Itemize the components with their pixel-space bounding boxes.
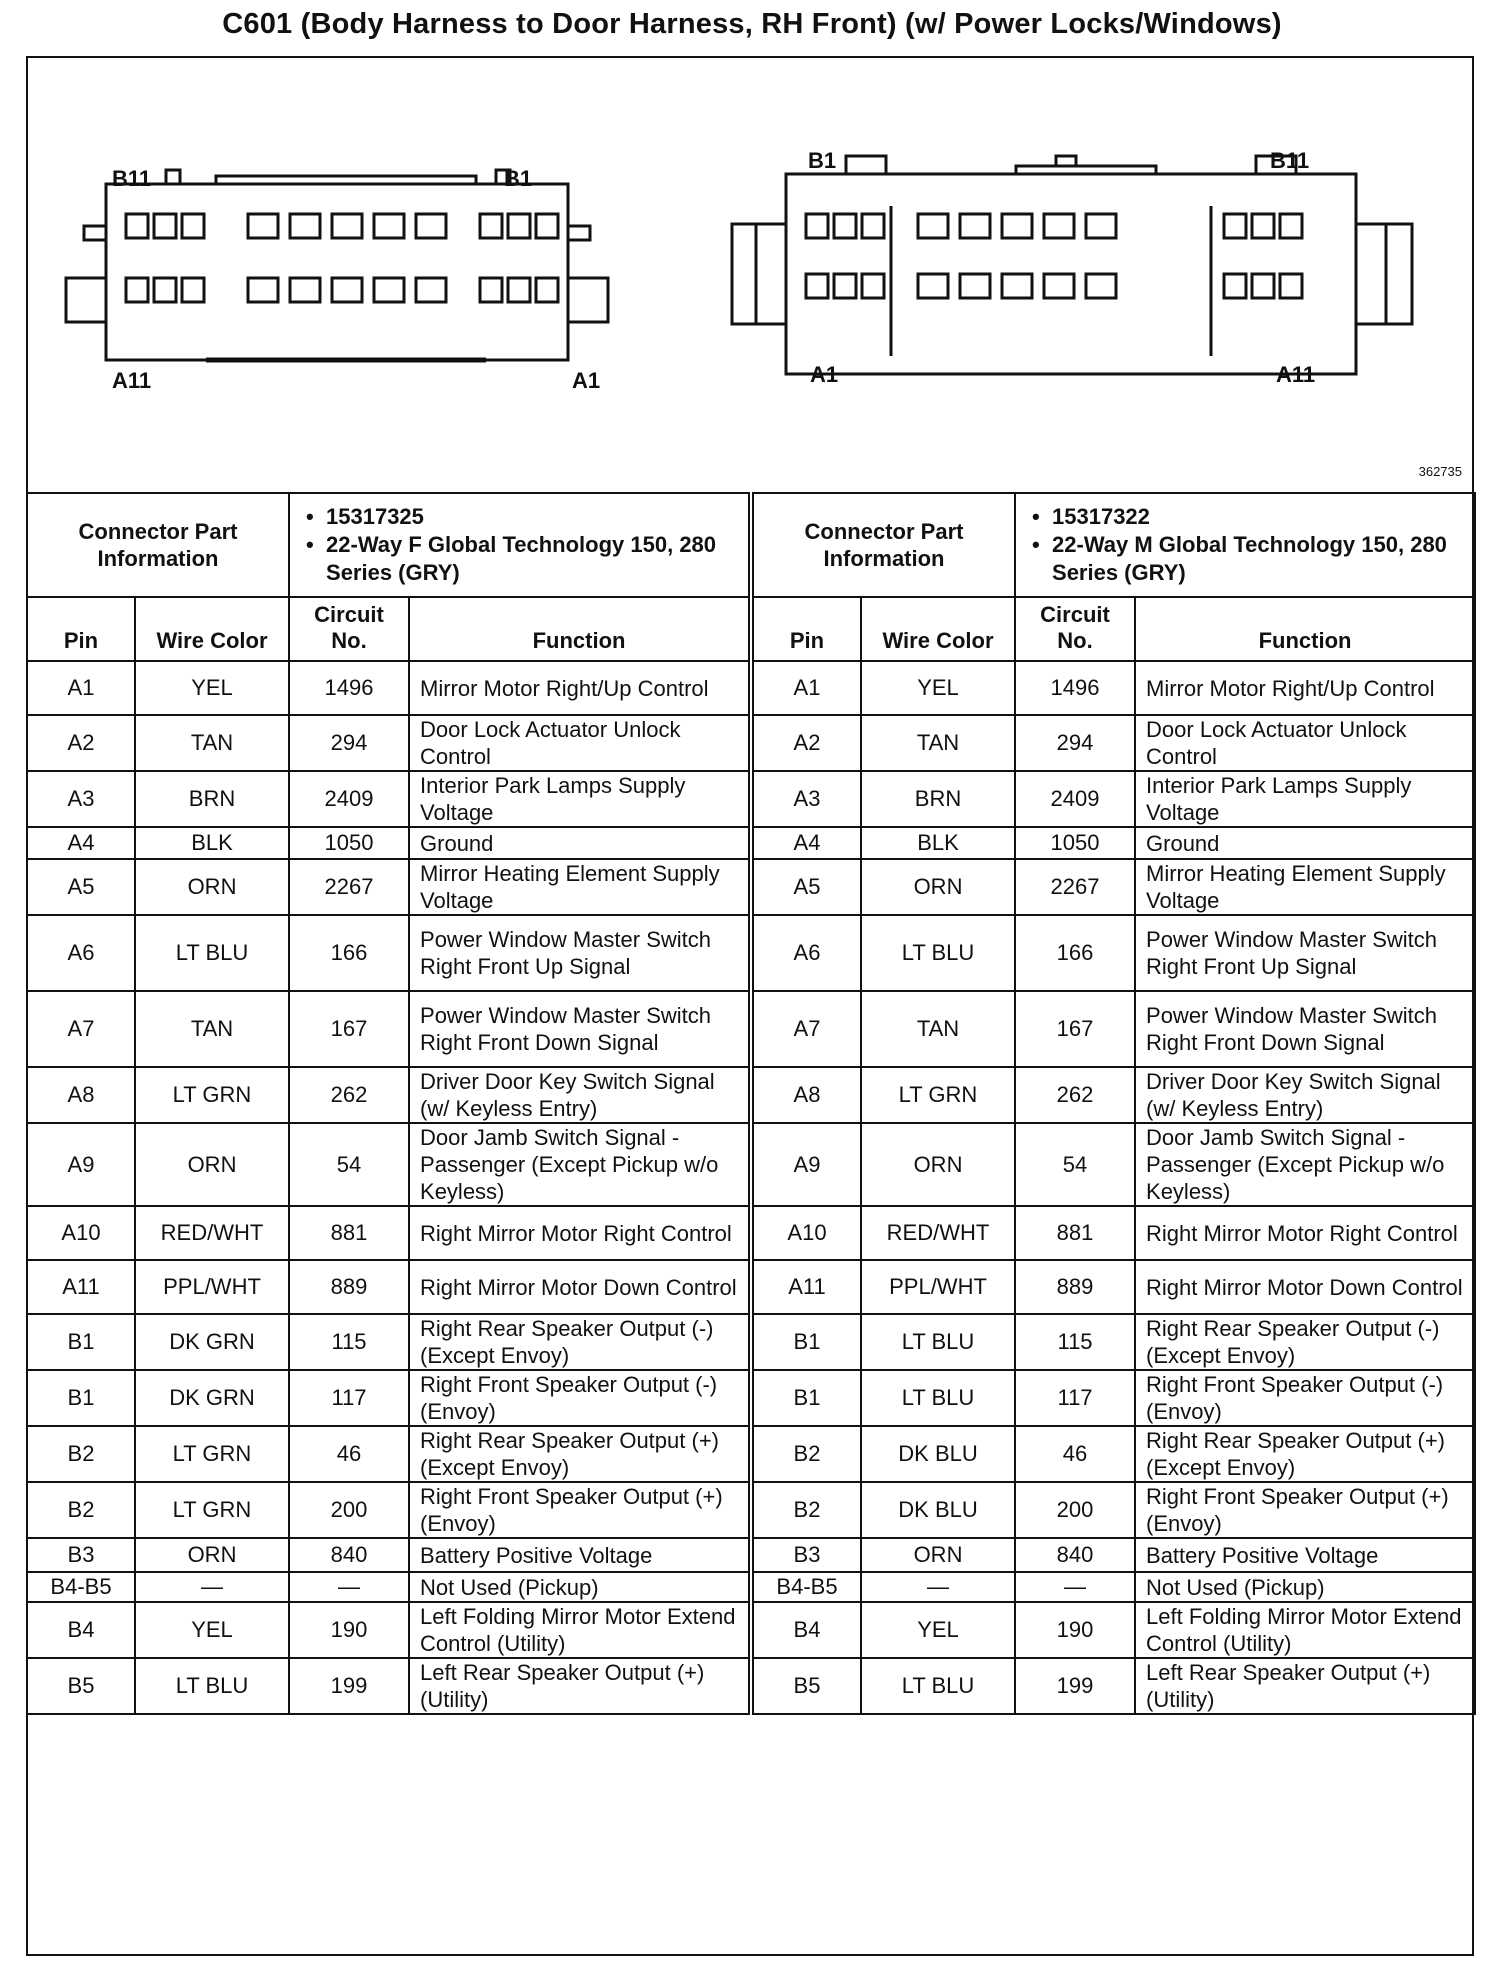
table-row	[753, 771, 1475, 827]
function-cell: Mirror Heating Element Supply Voltage	[1135, 859, 1475, 915]
table-row	[753, 1314, 1475, 1370]
wire-color-cell: DK GRN	[135, 1314, 289, 1370]
pin-cell: A8	[753, 1067, 861, 1123]
pin-cell: A10	[27, 1206, 135, 1260]
table-row	[27, 1123, 749, 1206]
connector-diagram	[26, 56, 1474, 492]
pin-cell: A2	[753, 715, 861, 771]
pin-cell: A3	[27, 771, 135, 827]
pin-header: Pin	[27, 597, 135, 661]
function-cell: Left Folding Mirror Motor Extend Control (Utility)	[409, 1602, 749, 1658]
circuit-cell: 167	[1015, 991, 1135, 1067]
function-cell: Interior Park Lamps Supply Voltage	[409, 771, 749, 827]
function-cell: Ground	[409, 827, 749, 859]
table-row	[27, 1538, 749, 1572]
circuit-cell: —	[1015, 1572, 1135, 1602]
wire-color-cell: BRN	[135, 771, 289, 827]
circuit-cell: 2267	[289, 859, 409, 915]
function-cell: Door Jamb Switch Signal - Passenger (Except Pickup w/o Keyless)	[409, 1123, 749, 1206]
table-row	[753, 715, 1475, 771]
pin-cell: A7	[753, 991, 861, 1067]
pin-cell: A9	[753, 1123, 861, 1206]
function-cell: Right Rear Speaker Output (-) (Except Envoy)	[1135, 1314, 1475, 1370]
function-header: Function	[1135, 597, 1475, 661]
table-row	[753, 1260, 1475, 1314]
male-label-b11: B11	[1270, 148, 1310, 173]
table-row	[27, 859, 749, 915]
circuit-cell: 166	[289, 915, 409, 991]
table-row	[27, 827, 749, 859]
male-label-b1: B1	[808, 148, 837, 173]
circuit-cell: 2409	[289, 771, 409, 827]
pin-cell: B4-B5	[27, 1572, 135, 1602]
circuit-cell: 115	[289, 1314, 409, 1370]
circuit-cell: 262	[1015, 1067, 1135, 1123]
circuit-cell: 199	[289, 1658, 409, 1714]
table-row	[753, 991, 1475, 1067]
wire-color-cell: LT GRN	[135, 1426, 289, 1482]
circuit-cell: 1496	[289, 661, 409, 715]
wire-color-cell: LT GRN	[861, 1067, 1015, 1123]
pin-cell: B5	[27, 1658, 135, 1714]
connector-drawings	[26, 56, 1474, 492]
wire-color-cell: RED/WHT	[861, 1206, 1015, 1260]
pin-cell: B2	[753, 1482, 861, 1538]
pin-cell: A11	[753, 1260, 861, 1314]
table-row	[753, 1482, 1475, 1538]
wire-color-cell: ORN	[861, 1123, 1015, 1206]
table-row	[753, 1123, 1475, 1206]
function-cell: Not Used (Pickup)	[409, 1572, 749, 1602]
wire-color-cell: LT GRN	[135, 1482, 289, 1538]
table-row	[27, 991, 749, 1067]
wire-color-cell: YEL	[861, 661, 1015, 715]
function-cell: Left Rear Speaker Output (+) (Utility)	[409, 1658, 749, 1714]
circuit-header: Circuit No.	[289, 597, 409, 661]
circuit-cell: 54	[1015, 1123, 1135, 1206]
wire-color-cell: ORN	[861, 1538, 1015, 1572]
circuit-cell: 117	[1015, 1370, 1135, 1426]
pin-cell: A5	[753, 859, 861, 915]
function-cell: Right Mirror Motor Down Control	[409, 1260, 749, 1314]
circuit-cell: 294	[1015, 715, 1135, 771]
circuit-cell: 46	[289, 1426, 409, 1482]
circuit-cell: 2409	[1015, 771, 1135, 827]
female-label-a11: A11	[112, 368, 152, 393]
function-cell: Door Lock Actuator Unlock Control	[409, 715, 749, 771]
function-cell: Power Window Master Switch Right Front Up Signal	[409, 915, 749, 991]
pin-cell: B2	[27, 1426, 135, 1482]
female-label-b1: B1	[504, 166, 533, 191]
table-row	[27, 1426, 749, 1482]
table-row	[753, 1426, 1475, 1482]
pin-cell: B3	[27, 1538, 135, 1572]
pin-cell: A7	[27, 991, 135, 1067]
pin-cell: B4-B5	[753, 1572, 861, 1602]
part-info-value	[1015, 493, 1475, 597]
part-info-label: Connector Part Information	[753, 493, 1015, 597]
pin-cell: B2	[753, 1426, 861, 1482]
wire-color-cell: ORN	[135, 1538, 289, 1572]
wire-color-cell: TAN	[861, 991, 1015, 1067]
table-row	[27, 1260, 749, 1314]
circuit-cell: 2267	[1015, 859, 1135, 915]
circuit-cell: 199	[1015, 1658, 1135, 1714]
function-cell: Left Rear Speaker Output (+) (Utility)	[1135, 1658, 1475, 1714]
part-number: • 15317325	[326, 503, 744, 531]
function-cell: Mirror Heating Element Supply Voltage	[409, 859, 749, 915]
pin-cell: B2	[27, 1482, 135, 1538]
circuit-cell: 881	[289, 1206, 409, 1260]
table-row	[27, 915, 749, 991]
table-row	[27, 1370, 749, 1426]
part-info-value	[289, 493, 749, 597]
wire-color-cell: DK BLU	[861, 1482, 1015, 1538]
pin-cell: B4	[753, 1602, 861, 1658]
wire-color-cell: LT BLU	[135, 1658, 289, 1714]
function-cell: Mirror Motor Right/Up Control	[409, 661, 749, 715]
part-number: • 15317322	[1052, 503, 1470, 531]
function-cell: Ground	[1135, 827, 1475, 859]
circuit-cell: 190	[289, 1602, 409, 1658]
circuit-cell: 889	[289, 1260, 409, 1314]
wire-color-header: Wire Color	[135, 597, 289, 661]
function-cell: Power Window Master Switch Right Front Up Signal	[1135, 915, 1475, 991]
wire-color-cell: LT BLU	[861, 915, 1015, 991]
pin-cell: A5	[27, 859, 135, 915]
male-label-a11: A11	[1276, 362, 1316, 387]
table-row	[27, 661, 749, 715]
pin-cell: A4	[753, 827, 861, 859]
wire-color-cell: ORN	[135, 1123, 289, 1206]
wire-color-cell: —	[135, 1572, 289, 1602]
wire-color-cell: BLK	[135, 827, 289, 859]
pin-cell: A3	[753, 771, 861, 827]
pin-cell: A6	[753, 915, 861, 991]
function-cell: Power Window Master Switch Right Front Down Signal	[1135, 991, 1475, 1067]
function-cell: Right Mirror Motor Right Control	[409, 1206, 749, 1260]
function-cell: Right Rear Speaker Output (+) (Except Envoy)	[1135, 1426, 1475, 1482]
wire-color-cell: —	[861, 1572, 1015, 1602]
circuit-cell: 117	[289, 1370, 409, 1426]
function-header: Function	[409, 597, 749, 661]
circuit-cell: 1050	[289, 827, 409, 859]
function-cell: Battery Positive Voltage	[1135, 1538, 1475, 1572]
function-cell: Right Rear Speaker Output (-) (Except Envoy)	[409, 1314, 749, 1370]
circuit-cell: 262	[289, 1067, 409, 1123]
pin-cell: A2	[27, 715, 135, 771]
pin-cell: A10	[753, 1206, 861, 1260]
table-row	[753, 1602, 1475, 1658]
wire-color-cell: RED/WHT	[135, 1206, 289, 1260]
function-cell: Right Mirror Motor Down Control	[1135, 1260, 1475, 1314]
function-cell: Battery Positive Voltage	[409, 1538, 749, 1572]
circuit-cell: 200	[289, 1482, 409, 1538]
left-pinout-table	[26, 492, 750, 1715]
circuit-cell: 1050	[1015, 827, 1135, 859]
circuit-cell: 115	[1015, 1314, 1135, 1370]
table-row	[753, 661, 1475, 715]
circuit-cell: 166	[1015, 915, 1135, 991]
wire-color-cell: ORN	[135, 859, 289, 915]
wire-color-cell: BLK	[861, 827, 1015, 859]
part-info-label: Connector Part Information	[27, 493, 289, 597]
circuit-cell: 840	[289, 1538, 409, 1572]
female-connector-drawing	[66, 170, 608, 360]
pin-cell: A6	[27, 915, 135, 991]
table-row	[753, 1538, 1475, 1572]
pin-cell: B3	[753, 1538, 861, 1572]
circuit-cell: 881	[1015, 1206, 1135, 1260]
table-row	[27, 1572, 749, 1602]
wire-color-cell: DK GRN	[135, 1370, 289, 1426]
table-row	[27, 1482, 749, 1538]
wire-color-cell: YEL	[135, 661, 289, 715]
wire-color-cell: TAN	[135, 715, 289, 771]
wire-color-cell: LT BLU	[861, 1370, 1015, 1426]
wire-color-cell: LT BLU	[135, 915, 289, 991]
table-row	[753, 827, 1475, 859]
page-title: C601 (Body Harness to Door Harness, RH Front) (w/ Power Locks/Windows)	[222, 8, 1282, 40]
circuit-cell: 190	[1015, 1602, 1135, 1658]
circuit-cell: 1496	[1015, 661, 1135, 715]
table-row	[27, 1314, 749, 1370]
wire-color-cell: YEL	[861, 1602, 1015, 1658]
function-cell: Driver Door Key Switch Signal (w/ Keyless Entry)	[409, 1067, 749, 1123]
table-row	[753, 1067, 1475, 1123]
wire-color-cell: DK BLU	[861, 1426, 1015, 1482]
circuit-cell: 294	[289, 715, 409, 771]
table-row	[27, 715, 749, 771]
male-connector-drawing	[732, 156, 1412, 374]
function-cell: Power Window Master Switch Right Front Down Signal	[409, 991, 749, 1067]
wire-color-cell: PPL/WHT	[861, 1260, 1015, 1314]
table-row	[27, 1206, 749, 1260]
wire-color-cell: YEL	[135, 1602, 289, 1658]
pin-header: Pin	[753, 597, 861, 661]
function-cell: Right Mirror Motor Right Control	[1135, 1206, 1475, 1260]
female-label-a1: A1	[572, 368, 601, 393]
wire-color-cell: TAN	[861, 715, 1015, 771]
pin-cell: A8	[27, 1067, 135, 1123]
pin-cell: A1	[753, 661, 861, 715]
function-cell: Right Rear Speaker Output (+) (Except Envoy)	[409, 1426, 749, 1482]
circuit-header: Circuit No.	[1015, 597, 1135, 661]
table-row	[753, 859, 1475, 915]
function-cell: Mirror Motor Right/Up Control	[1135, 661, 1475, 715]
table-row	[27, 771, 749, 827]
circuit-cell: 167	[289, 991, 409, 1067]
pin-cell: A1	[27, 661, 135, 715]
table-row	[753, 1658, 1475, 1714]
pin-cell: B1	[27, 1314, 135, 1370]
function-cell: Not Used (Pickup)	[1135, 1572, 1475, 1602]
pin-cell: A9	[27, 1123, 135, 1206]
pin-cell: B4	[27, 1602, 135, 1658]
table-row	[27, 1067, 749, 1123]
circuit-cell: 840	[1015, 1538, 1135, 1572]
table-row	[27, 1602, 749, 1658]
wire-color-cell: LT GRN	[135, 1067, 289, 1123]
wire-color-cell: LT BLU	[861, 1658, 1015, 1714]
function-cell: Right Front Speaker Output (-) (Envoy)	[1135, 1370, 1475, 1426]
table-row	[753, 1572, 1475, 1602]
pin-cell: B5	[753, 1658, 861, 1714]
wire-color-cell: LT BLU	[861, 1314, 1015, 1370]
wire-color-header: Wire Color	[861, 597, 1015, 661]
function-cell: Interior Park Lamps Supply Voltage	[1135, 771, 1475, 827]
function-cell: Door Jamb Switch Signal - Passenger (Except Pickup w/o Keyless)	[1135, 1123, 1475, 1206]
female-label-b11: B11	[112, 166, 152, 191]
wire-color-cell: BRN	[861, 771, 1015, 827]
right-pinout-table	[752, 492, 1476, 1715]
wire-color-cell: PPL/WHT	[135, 1260, 289, 1314]
function-cell: Right Front Speaker Output (-) (Envoy)	[409, 1370, 749, 1426]
figure-number: 362735	[1418, 464, 1462, 479]
table-row	[753, 1206, 1475, 1260]
male-label-a1: A1	[810, 362, 839, 387]
circuit-cell: —	[289, 1572, 409, 1602]
function-cell: Door Lock Actuator Unlock Control	[1135, 715, 1475, 771]
part-description: • 22-Way M Global Technology 150, 280 Series (GRY)	[1052, 531, 1470, 587]
pin-cell: A11	[27, 1260, 135, 1314]
function-cell: Driver Door Key Switch Signal (w/ Keyless Entry)	[1135, 1067, 1475, 1123]
pin-cell: B1	[27, 1370, 135, 1426]
part-description: • 22-Way F Global Technology 150, 280 Series (GRY)	[326, 531, 744, 587]
function-cell: Left Folding Mirror Motor Extend Control (Utility)	[1135, 1602, 1475, 1658]
function-cell: Right Front Speaker Output (+) (Envoy)	[409, 1482, 749, 1538]
pin-cell: B1	[753, 1370, 861, 1426]
wire-color-cell: ORN	[861, 859, 1015, 915]
function-cell: Right Front Speaker Output (+) (Envoy)	[1135, 1482, 1475, 1538]
table-row	[753, 915, 1475, 991]
table-row	[27, 1658, 749, 1714]
wire-color-cell: TAN	[135, 991, 289, 1067]
circuit-cell: 46	[1015, 1426, 1135, 1482]
circuit-cell: 200	[1015, 1482, 1135, 1538]
circuit-cell: 54	[289, 1123, 409, 1206]
table-row	[753, 1370, 1475, 1426]
circuit-cell: 889	[1015, 1260, 1135, 1314]
pin-cell: B1	[753, 1314, 861, 1370]
pin-cell: A4	[27, 827, 135, 859]
